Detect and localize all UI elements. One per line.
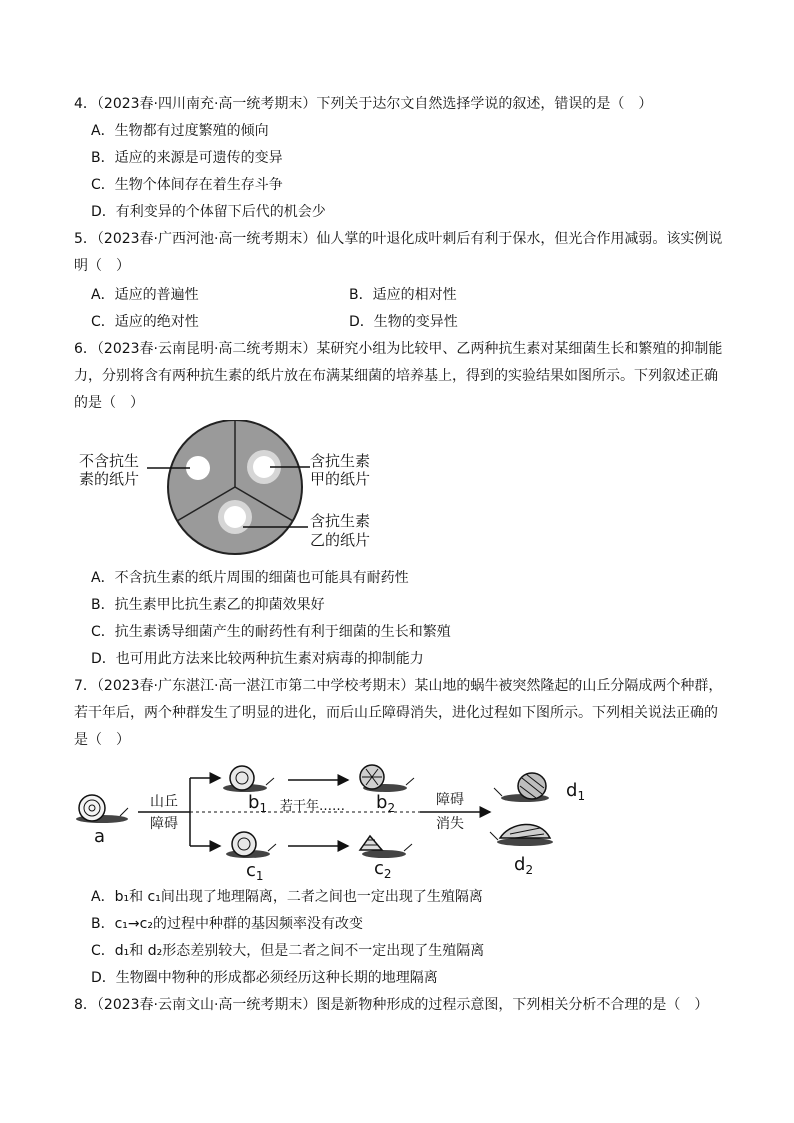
q6-stem: 6．（2023春·云南昆明·高二统考期末）某研究小组为比较甲、乙两种抗生素对某细菌生长和繁殖的抑制能 [74,341,723,357]
snail-d1-icon [494,773,549,802]
label-b2: $b_2$ [376,792,396,815]
q4-option-a: A．生物都有过度繁殖的倾向 [91,123,269,139]
label-barrier-1: 障碍 [436,792,464,808]
q4-option-c: C．生物个体间存在着生存斗争 [91,177,283,193]
q5-stem: 5．（2023春·广西河池·高一统考期末）仙人掌的叶退化成叶刺后有利于保水，但光合作用减弱。该实例说 [74,231,723,247]
q5-option-a: A．适应的普遍性 [91,287,199,303]
q7-option-b: B．c₁→c₂的过程中种群的基因频率没有改变 [91,916,363,932]
q7-stem-cont2: 是（ ） [74,732,130,748]
q6-option-d: D．也可用此方法来比较两种抗生素对病毒的抑制能力 [91,651,424,667]
label-c2: $c_2$ [374,858,392,880]
label-d1: $d_1$ [566,780,586,803]
label-b1: $b_1$ [248,792,268,815]
label-no-antibiotic-2: 素的纸片 [79,470,140,488]
label-years: 若干年…… [280,799,346,814]
label-antibiotic-a-1: 含抗生素 [310,452,371,470]
q8-stem: 8．（2023春·云南文山·高一统考期末）图是新物种形成的过程示意图，下列相关分析不合理的是（ ） [74,997,709,1013]
q5-option-d: D．生物的变异性 [349,314,458,330]
petri-dish-figure [70,420,390,560]
disk-antibiotic-b [224,506,246,528]
q7-option-d: D．生物圈中物种的形成都必须经历这种长期的地理隔离 [91,970,438,986]
label-no-antibiotic-1: 不含抗生 [79,452,140,470]
snail-c2-icon [360,836,412,858]
label-barrier-2: 消失 [436,816,464,832]
label-hill-1: 山丘 [150,794,178,810]
snail-b1-icon [223,766,274,792]
label-antibiotic-a-2: 甲的纸片 [310,470,371,488]
label-antibiotic-b-2: 乙的纸片 [310,531,371,549]
q5-option-c: C．适应的绝对性 [91,314,199,330]
snail-d2-icon [490,824,553,846]
label-a: a [94,826,106,847]
q6-option-c: C．抗生素诱导细菌产生的耐药性有利于细菌的生长和繁殖 [91,624,451,640]
q6-stem-cont1: 力，分别将含有两种抗生素的纸片放在布满某细菌的培养基上，得到的实验结果如图所示。下列叙述正确 [74,368,718,384]
q5-option-b: B．适应的相对性 [349,287,457,303]
q7-stem-cont1: 若干年后，两个种群发生了明显的进化，而后山丘障碍消失，进化过程如下图所示。下列相关说法正确的 [74,705,718,721]
label-hill-2: 障碍 [150,816,178,832]
label-c1: $c_1$ [246,860,264,880]
q5-stem-cont: 明（ ） [74,258,130,274]
q7-option-c: C．d₁和 d₂形态差别较大，但是二者之间不一定出现了生殖隔离 [91,943,485,959]
q4-option-d: D．有利变异的个体留下后代的机会少 [91,204,326,220]
snail-speciation-figure [70,758,610,880]
q6-stem-cont2: 的是（ ） [74,395,144,411]
q7-stem: 7．（2023春·广东湛江·高一湛江市第二中学校考期末）某山地的蜗牛被突然隆起的山丘分隔成两个种群， [74,678,723,694]
q6-option-a: A．不含抗生素的纸片周围的细菌也可能具有耐药性 [91,570,409,586]
snail-a-icon [76,795,128,823]
snail-b2-icon [360,765,414,792]
q6-option-b: B．抗生素甲比抗生素乙的抑菌效果好 [91,597,325,613]
snail-c1-icon [226,832,276,858]
q4-option-b: B．适应的来源是可遗传的变异 [91,150,283,166]
label-d2: $d_2$ [514,854,534,877]
q7-option-a: A．b₁和 c₁间出现了地理隔离，二者之间也一定出现了生殖隔离 [91,889,483,905]
q4-stem: 4．（2023春·四川南充·高一统考期末）下列关于达尔文自然选择学说的叙述，错误的是（ ） [74,96,653,112]
label-antibiotic-b-1: 含抗生素 [310,512,371,530]
